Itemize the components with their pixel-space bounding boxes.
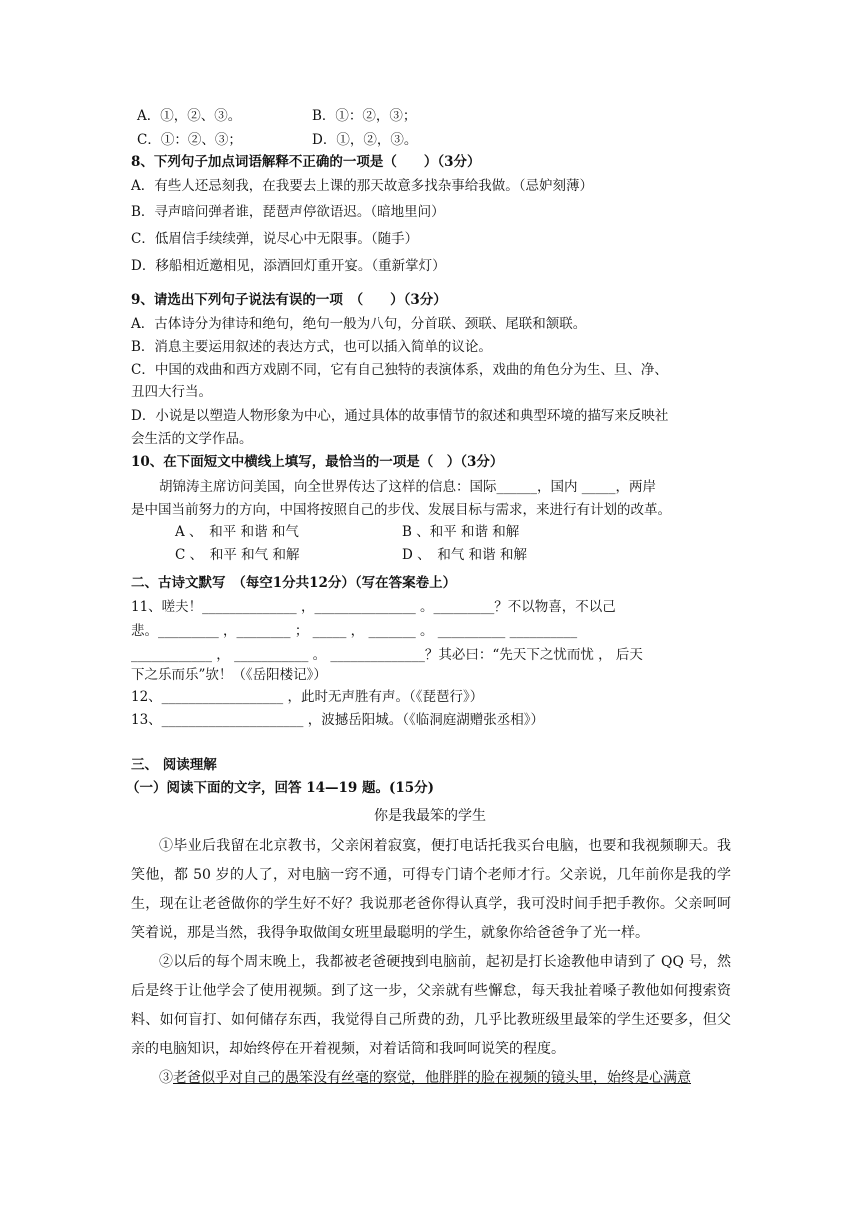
q8-option-a: A．有些人还忌刻我，在我要去上课的那天故意多找杂事给我做。（忌妒刻薄） [131,178,593,194]
q9-option-c-line1: C．中国的戏曲和西方戏剧不同，它有自己独特的表演体系，戏曲的角色分为生、旦、净、 [131,362,668,378]
q10-option-a: A 、 和平 和谐 和气 [175,524,299,540]
story-paragraph-1 [131,832,731,948]
paragraph-2-text: ②以后的每个周末晚上，我都被老爸硬拽到电脑前，起初是打长途教他申请到了 QQ 号，然后是终于让他学会了使用视频。到了这一步，父亲就有些懈怠，每天我扯着嗓子教他如何搜索资料、如何盲打、如何储存东西，我觉得自己所费的劲，几乎比教班级里最笨的学生还要多，但父亲的电脑知识，却始终停在开着视频，对着话筒和我呵呵说笑的程度。 [131,954,731,1057]
q7-option-c: C．①：②、③； [137,132,242,148]
section2-title: 二、古诗文默写 （每空1分共12分）（写在答案卷上） [131,575,457,591]
q7-option-a: A．①，②、③。 [137,108,242,124]
q8-option-d: D．移船相近邀相见，添酒回灯重开宴。（重新掌灯） [131,258,446,274]
q8-option-b: B．寻声暗问弹者谁，琵琶声停欲语迟。（暗地里问） [131,204,445,220]
paragraph-3-text [131,1064,731,1093]
section3-subtitle: （一）阅读下面的文字，回答 14—19 题。(15分) [126,780,435,796]
q11-line3: ____________ ， ___________ 。 ______________？其必曰：“先天下之忧而忧 ， 后天 [131,647,643,663]
paragraph-1-text: ①毕业后我留在北京教书，父亲闲着寂寞，便打电话托我买台电脑，也要和我视频聊天。我笑他，都 50 岁的人了，对电脑一窍不通，可得专门请个老师才行。父亲说，几年前你是我的学生，现在让老爸做你的学生好不好？我说那老爸你得认真学，我可没时间手把手教你。父亲呵呵笑着说，那是当然，我得争取做闺女班里最聪明的学生，就象你给爸爸争了光一样。 [131,838,731,941]
q11-line4: 下之乐而乐”欤！（《岳阳楼记》） [131,667,327,683]
q9-option-d-line2: 会生活的文学作品。 [131,431,253,447]
q9-option-a: A．古体诗分为律诗和绝句，绝句一般为八句，分首联、颈联、尾联和颔联。 [131,316,587,332]
q10-text-line2: 是中国当前努力的方向，中国将按照自己的步伐、发展目标与需求，来进行有计划的改革。 [131,502,671,518]
paragraph-3-underlined: 老爸似乎对自己的愚笨没有丝毫的察觉，他胖胖的脸在视频的镜头里，始终是心满意 [173,1070,691,1086]
section3-title: 三、 阅读理解 [131,757,217,773]
q7-option-d: D．①，②，③。 [312,132,418,148]
q10-title: 10、在下面短文中横线上填写，最恰当的一项是（ ）（3分） [131,454,504,470]
q8-title: 8、下列句子加点词语解释不正确的一项是（ ）（3分） [131,154,481,170]
q7-option-b: B．①：②，③； [312,108,417,124]
q10-option-b: B 、和平 和谐 和解 [402,524,520,540]
story-title: 你是我最笨的学生 [374,808,486,824]
q13-line: 13、_____________________ ，波撼岳阳城。（《临洞庭湖赠张丞相》） [131,712,544,728]
q9-option-b: B．消息主要运用叙述的表达方式，也可以插入简单的议论。 [131,339,492,355]
story-paragraph-2 [131,948,731,1064]
q11-line2: 悲。_________ ，________ ； _____ ， _______ 。 __________ __________ [131,623,578,639]
q10-text-line1: 胡锦涛主席访问美国，向全世界传达了这样的信息：国际______，国内 _____，两岸 [159,479,657,495]
q9-option-c-line2: 丑四大行当。 [131,384,212,400]
q12-line: 12、__________________ ，此时无声胜有声。（《琵琶行》） [131,689,484,705]
story-paragraph-3 [131,1064,731,1093]
q10-option-d: D 、 和气 和谐 和解 [402,547,527,563]
q10-option-c: C 、 和平 和气 和解 [175,547,300,563]
q11-line1: 11、嗟夫！______________ ，_______________ 。_________？不以物喜，不以己 [131,599,616,615]
q8-option-c: C．低眉信手续续弹，说尽心中无限事。（随手） [131,231,419,247]
q9-option-d-line1: D．小说是以塑造人物形象为中心，通过具体的故事情节的叙述和典型环境的描写来反映社 [131,408,669,424]
paragraph-3-number: ③ [159,1070,173,1086]
q9-title: 9、请选出下列句子说法有误的一项 （ ）（3分） [131,292,447,308]
